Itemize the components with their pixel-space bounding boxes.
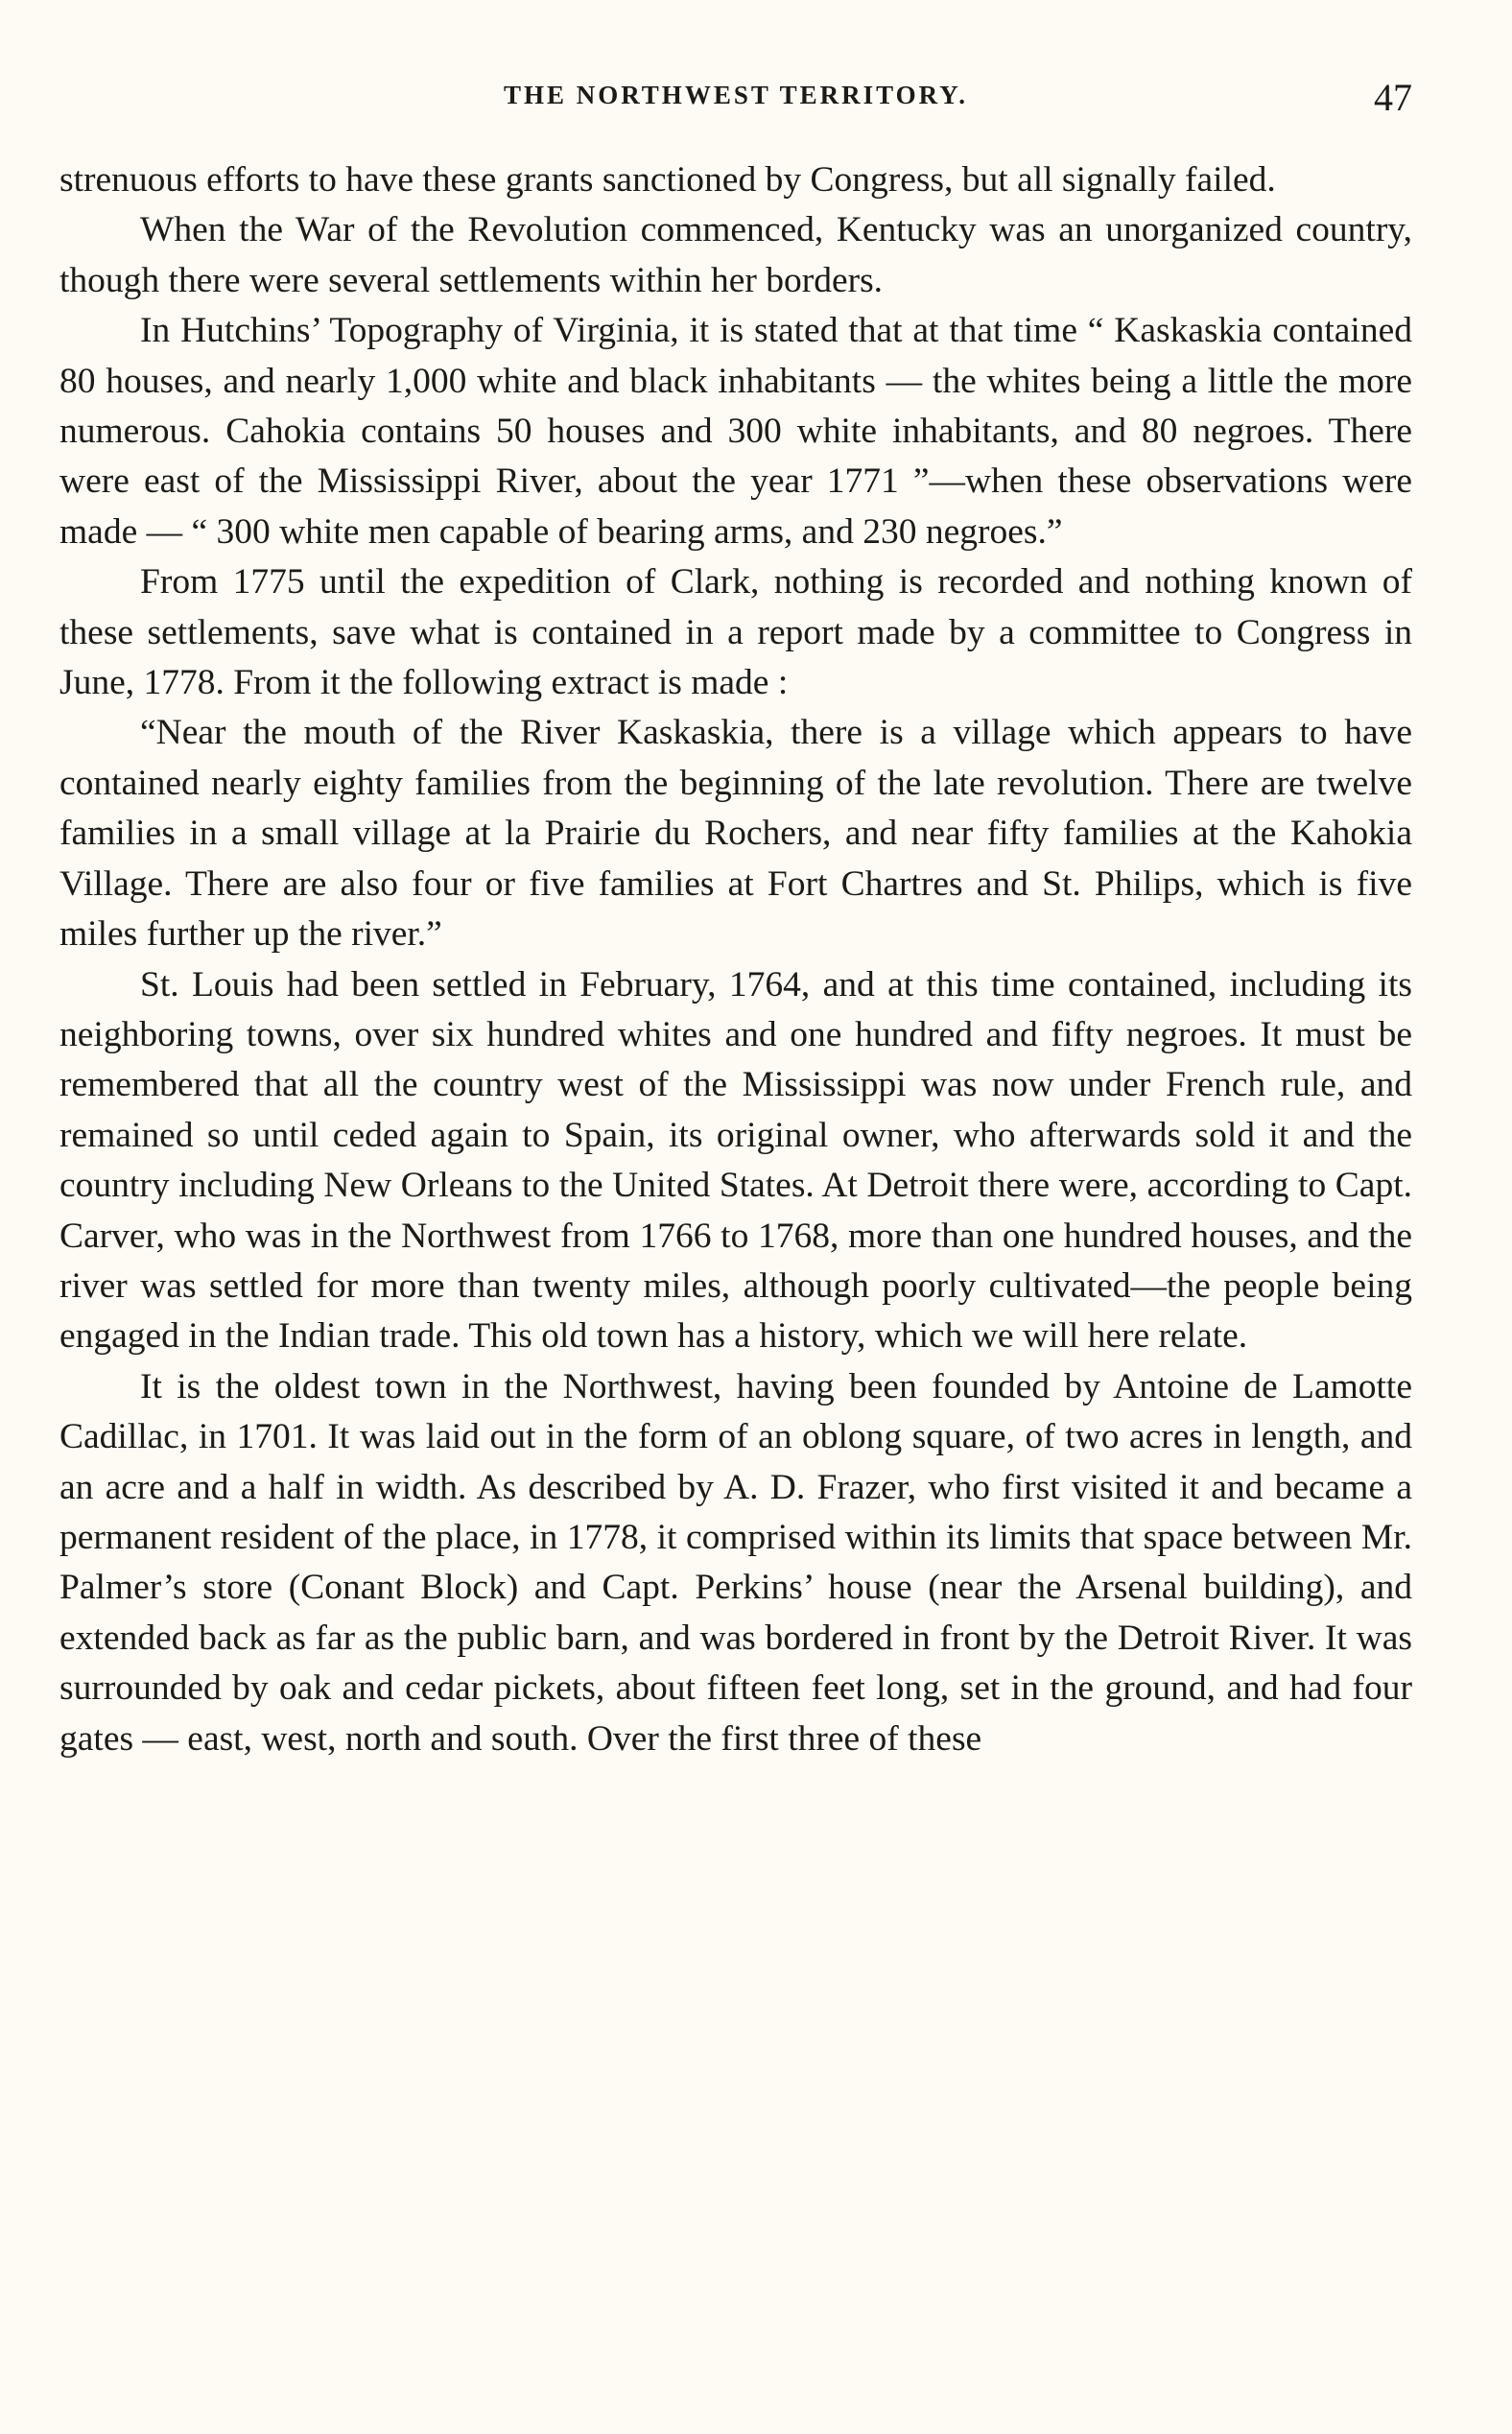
running-head: [59, 75, 1412, 123]
running-title: THE NORTHWEST TERRITORY.: [503, 81, 968, 109]
paragraph: When the War of the Revolution commenced, Kentucky was an unorganized country, though there were several settlements within her borders.: [59, 210, 1412, 300]
page-number: 47: [1374, 76, 1412, 119]
paragraph: In Hutchins’ Topography of Virginia, it is stated that at that time “ Kaskaskia contained 80 houses, and nearly 1,000 white and black inhabitants — the whites being a little the more numerous. Cahokia contains 50 houses and 300 white inhabitants, and 80 negroes. There were east of the Mississippi River, about the year 1771 ”—when these observations were made — “ 300 white men capable of bearing arms, and 230 negroes.”: [59, 311, 1412, 552]
paragraph: It is the oldest town in the Northwest, having been founded by Antoine de Lamotte Cadillac, in 1701. It was laid out in the form of an oblong square, of two acres in length, and an acre and a half in width. As described by A. D. Frazer, who first visited it and became a permanent resident of the place, in 1778, it comprised within its limits that space between Mr. Palmer’s store (Conant Block) and Capt. Perkins’ house (near the Arsenal building), and extended back as far as the public barn, and was bordered in front by the Detroit River. It was surrounded by oak and cedar pickets, about fifteen feet long, set in the ground, and had four gates — east, west, north and south. Over the first three of these: [59, 1366, 1412, 1759]
body-text: [59, 155, 1412, 1764]
paragraph: St. Louis had been settled in February, 1764, and at this time contained, including its neighboring towns, over six hundred whites and one hundred and fifty negroes. It must be remembered that all the country west of the Mississippi was now under French rule, and remained so until ceded again to Spain, its original owner, who afterwards sold it and the country including New Orleans to the United States. At Detroit there were, according to Capt. Carver, who was in the Northwest from 1766 to 1768, more than one hundred houses, and the river was settled for more than twenty miles, although poorly cultivated—the people being engaged in the Indian trade. This old town has a history, which we will here relate.: [59, 964, 1412, 1357]
paragraph: From 1775 until the expedition of Clark, nothing is recorded and nothing known of these settlements, save what is contained in a report made by a committee to Congress in June, 1778. From it the following extract is made :: [59, 562, 1412, 703]
paragraph: strenuous efforts to have these grants sanctioned by Congress, but all signally failed.: [59, 160, 1276, 200]
quoted-paragraph: “Near the mouth of the River Kaskaskia, there is a village which appears to have contained nearly eighty families from the beginning of the late revolution. There are twelve families in a small village at la Prairie du Rochers, and near fifty families at the Kahokia Village. There are also four or five families at Fort Chartres and St. Philips, which is five miles further up the river.”: [59, 713, 1412, 955]
